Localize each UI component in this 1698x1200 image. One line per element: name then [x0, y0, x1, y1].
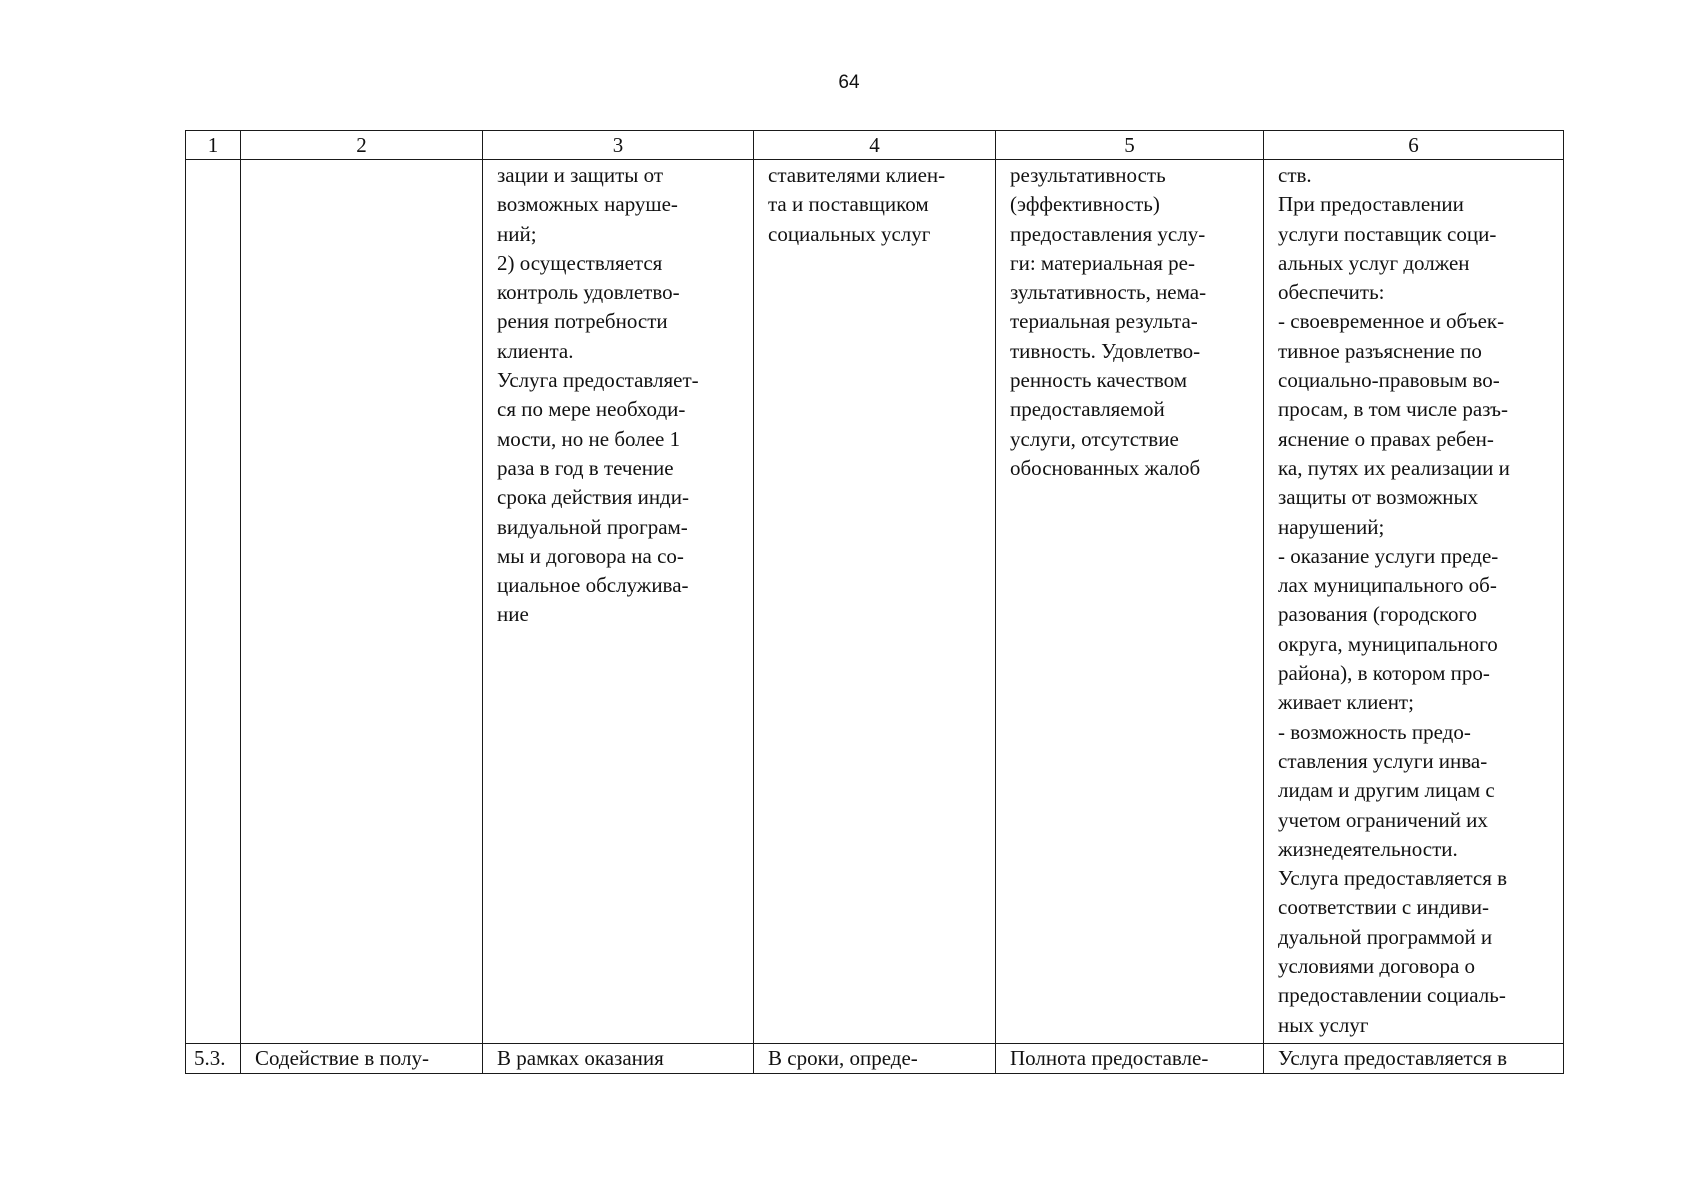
table-cell-terms: ставителями клиен- та и поставщиком социальных услуг	[754, 160, 996, 1044]
table-cell-description: В рамках оказания	[483, 1044, 754, 1074]
table-cell-quality-indicators: результативность (эффективность) предоставления услу- ги: материальная ре- зультативность, нема- териальная результа- тивность. Удовлетво- ренность качеством предоставляемой услуги, отсутствие обоснованных жалоб	[996, 160, 1264, 1044]
table-cell-service-name: Содействие в полу-	[241, 1044, 483, 1074]
table-cell-description: зации и защиты от возможных наруше- ний; 2) осуществляется контроль удовлетво- рения потребности клиента. Услуга предоставляет- ся по мере необходи- мости, но не более 1 раза в год в течение срока действия инди- видуальной програм- мы и договора на со- циальное обслужива- ние	[483, 160, 754, 1044]
header-cell: 6	[1264, 131, 1564, 160]
services-table	[185, 130, 1564, 1074]
table-header-row	[186, 131, 1564, 160]
table-cell-number	[186, 160, 241, 1044]
table-cell-conditions: ств. При предоставлении услуги поставщик соци- альных услуг должен обеспечить: - своевременное и объек- тивное разъяснение по социально-правовым во- просам, в том числе разъ- яснение о правах ребен- ка, путях их реализации и защиты от возможных нарушений; - оказание услуги преде- лах муниципального об- разования (городского округа, муниципального района), в котором про- живает клиент; - возможность предо- ставления услуги инва- лидам и другим лицам с учетом ограничений их жизнедеятельности. Услуга предоставляется в соответствии с индиви- дуальной программой и условиями договора о предоставлении социаль- ных услуг	[1264, 160, 1564, 1044]
table-cell-conditions: Услуга предоставляется в	[1264, 1044, 1564, 1074]
table-row	[186, 1044, 1564, 1074]
header-cell: 5	[996, 131, 1264, 160]
header-cell: 4	[754, 131, 996, 160]
header-cell: 1	[186, 131, 241, 160]
header-cell: 2	[241, 131, 483, 160]
table-cell-terms: В сроки, опреде-	[754, 1044, 996, 1074]
page-number: 64	[838, 72, 860, 93]
table-cell-number: 5.3.	[186, 1044, 241, 1074]
table-row	[186, 160, 1564, 1044]
table-cell-service-name	[241, 160, 483, 1044]
table-cell-quality-indicators: Полнота предоставле-	[996, 1044, 1264, 1074]
header-cell: 3	[483, 131, 754, 160]
